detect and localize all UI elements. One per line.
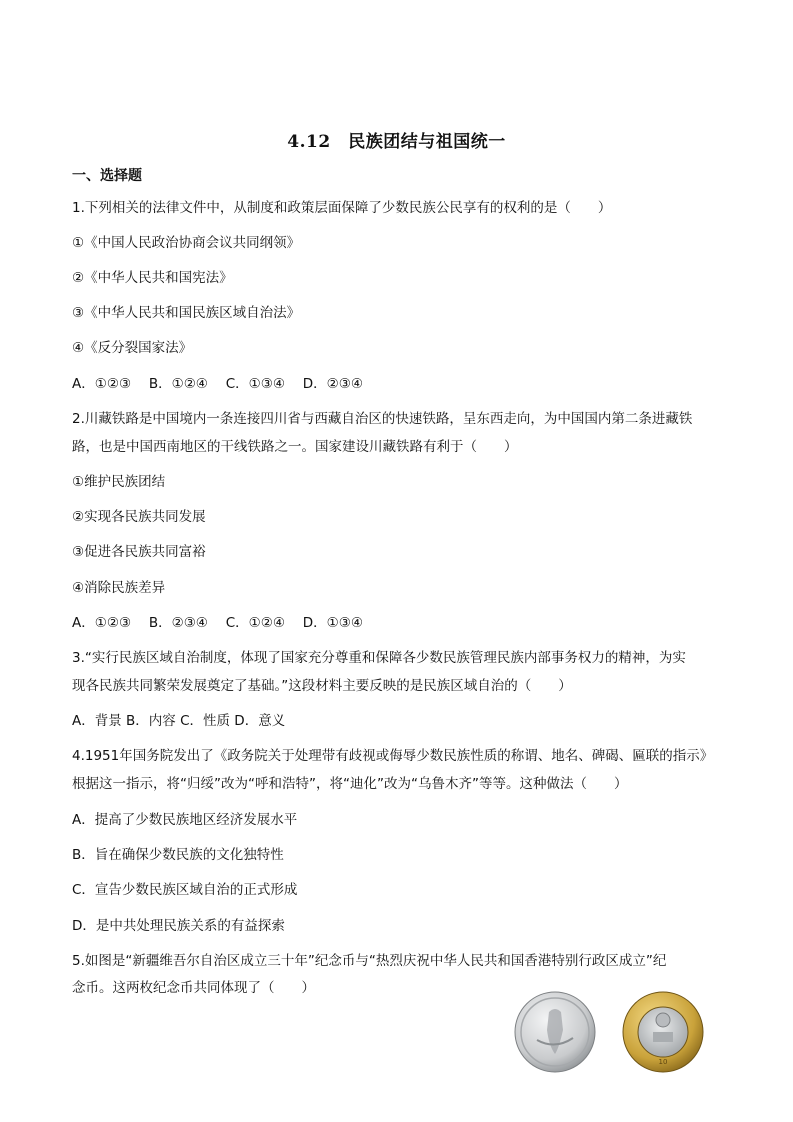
q3-stem-2: 现各民族共同繁荣发展奠定了基础。”这段材料主要反映的是民族区域自治的（ ） <box>72 678 572 694</box>
svg-text:10: 10 <box>658 1058 668 1066</box>
q4-option-b: B．旨在确保少数民族的文化独特性 <box>72 847 284 863</box>
q4-option-a: A．提高了少数民族地区经济发展水平 <box>72 812 298 828</box>
q2-item-2: ②实现各民族共同发展 <box>72 509 206 525</box>
q5-stem-2: 念币。这两枚纪念币共同体现了（ ） <box>72 980 315 996</box>
q2-item-3: ③促进各民族共同富裕 <box>72 544 206 560</box>
hongkong-coin-icon <box>623 992 703 1072</box>
q2-item-4: ④消除民族差异 <box>72 580 166 596</box>
q1-item-3: ③《中华人民共和国民族区域自治法》 <box>72 305 301 321</box>
q4-option-d: D．是中共处理民族关系的有益探索 <box>72 918 285 934</box>
q5-stem-1: 5.如图是“新疆维吾尔自治区成立三十年”纪念币与“热烈庆祝中华人民共和国香港特别行政区成立”纪 <box>72 953 667 969</box>
xinjiang-coin-icon <box>515 992 595 1072</box>
q4-stem-2: 根据这一指示，将“归绥”改为“呼和浩特”，将“迪化”改为“乌鲁木齐”等等。这种做法（ ） <box>72 776 628 792</box>
section-heading: 一、选择题 <box>72 168 142 184</box>
coins-svg <box>513 990 713 1074</box>
q1-item-4: ④《反分裂国家法》 <box>72 340 193 356</box>
q4-stem-1: 4.1951年国务院发出了《政务院关于处理带有歧视或侮辱少数民族性质的称谓、地名、碑碣、匾联的指示》 <box>72 748 714 764</box>
q4-option-c: C．宣告少数民族区域自治的正式形成 <box>72 882 298 898</box>
commemorative-coins-image <box>513 990 713 1074</box>
q3-options: A．背景 B．内容 C．性质 D．意义 <box>72 713 286 729</box>
q1-item-2: ②《中华人民共和国宪法》 <box>72 270 233 286</box>
q1-stem: 1.下列相关的法律文件中，从制度和政策层面保障了少数民族公民享有的权利的是（ ） <box>72 200 612 216</box>
q3-stem-1: 3.“实行民族区域自治制度，体现了国家充分尊重和保障各少数民族管理民族内部事务权力的精神，为实 <box>72 650 686 666</box>
q2-stem-1: 2.川藏铁路是中国境内一条连接四川省与西藏自治区的快速铁路，呈东西走向，为中国国内第二条进藏铁 <box>72 411 693 427</box>
q1-item-1: ①《中国人民政治协商会议共同纲领》 <box>72 235 301 251</box>
page-title: 4.12 民族团结与祖国统一 <box>287 132 506 152</box>
q2-item-1: ①维护民族团结 <box>72 474 166 490</box>
q2-stem-2: 路，也是中国西南地区的干线铁路之一。国家建设川藏铁路有利于（ ） <box>72 439 518 455</box>
q1-options: A．①②③ B．①②④ C．①③④ D．②③④ <box>72 376 363 392</box>
q2-options: A．①②③ B．②③④ C．①②④ D．①③④ <box>72 615 363 631</box>
